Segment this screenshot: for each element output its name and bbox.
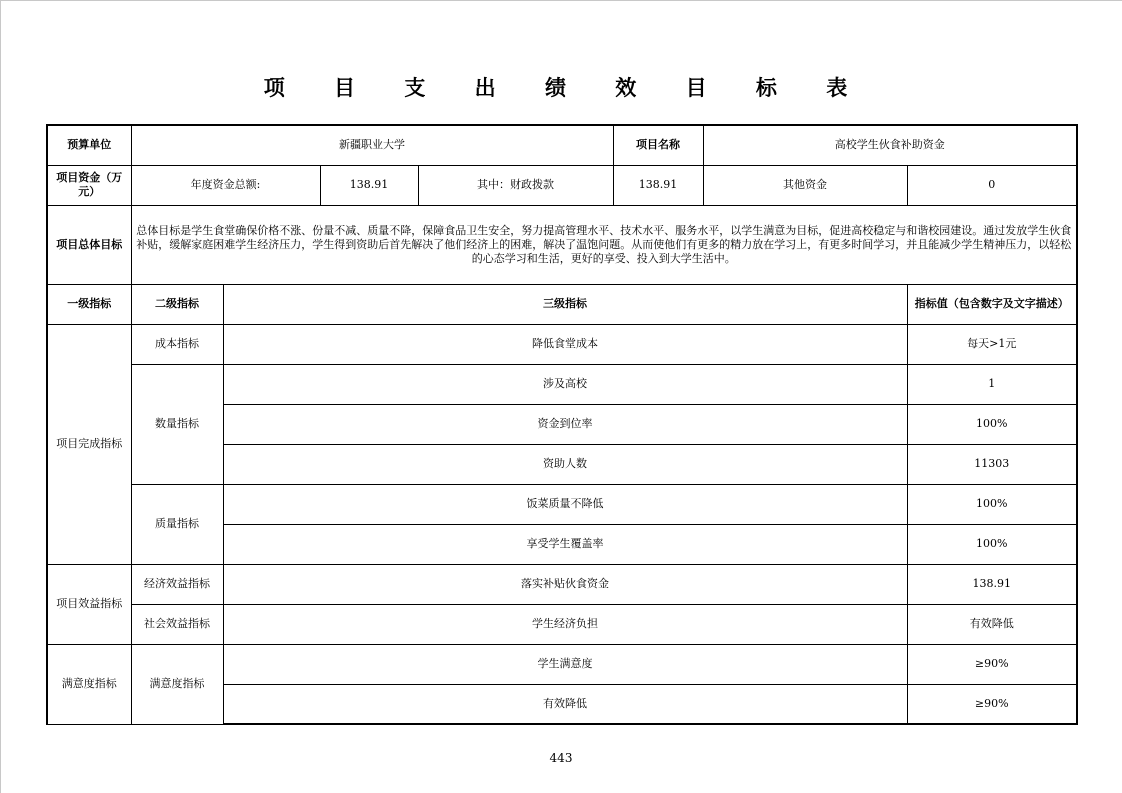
indicator-value-header: 指标值（包含数字及文字描述）	[907, 284, 1077, 324]
quality-item-value: 100%	[907, 524, 1077, 564]
quantity-item-name: 涉及高校	[223, 364, 907, 404]
table-row	[47, 644, 1077, 684]
satisfaction-item-value: ≥90%	[907, 644, 1077, 684]
economic-benefit-item: 落实补贴伙食资金	[223, 564, 907, 604]
quality-item-value: 100%	[907, 484, 1077, 524]
funds-total-value: 138.91	[320, 165, 418, 205]
page-number: 443	[549, 751, 573, 765]
performance-target-table	[46, 124, 1078, 725]
funds-fiscal-label: 其中：财政拨款	[418, 165, 613, 205]
completion-indicator-label: 项目完成指标	[47, 324, 131, 564]
funds-label: 项目资金（万元）	[47, 165, 131, 205]
table-row	[47, 364, 1077, 404]
overall-goal-text: 总体目标是学生食堂确保价格不涨、份量不减、质量不降，保障食品卫生安全，努力提高管理水平、技术水平、服务水平，以学生满意为目标，促进高校稳定与和谐校园建设。通过发放学生伙食补贴，缓解家庭困难学生经济压力，学生得到资助后首先解决了他们经济上的困难，解决了温饱问题。从而使他们有更多的精力放在学习上，有更多时间学习，并且能减少学生精神压力，以轻松的心态学习和生活，更好的享受、投入到大学生活中。	[131, 205, 1077, 284]
overall-goal-row	[47, 205, 1077, 284]
project-name-value: 高校学生伙食补助资金	[703, 125, 1077, 165]
satisfaction-indicator-label: 满意度指标	[47, 644, 131, 724]
quantity-item-value: 11303	[907, 444, 1077, 484]
quantity-indicator-label: 数量指标	[131, 364, 223, 484]
page-title: 项 目 支 出 绩 效 目 标 表	[263, 76, 869, 100]
social-benefit-label: 社会效益指标	[131, 604, 223, 644]
cost-indicator-label: 成本指标	[131, 324, 223, 364]
level3-header: 三级指标	[223, 284, 907, 324]
social-benefit-item: 学生经济负担	[223, 604, 907, 644]
project-name-label: 项目名称	[613, 125, 703, 165]
table-row	[47, 324, 1077, 364]
quality-item-name: 享受学生覆盖率	[223, 524, 907, 564]
overall-goal-label: 项目总体目标	[47, 205, 131, 284]
quantity-item-name: 资金到位率	[223, 404, 907, 444]
funds-row	[47, 165, 1077, 205]
level2-header: 二级指标	[131, 284, 223, 324]
funds-fiscal-value: 138.91	[613, 165, 703, 205]
quantity-item-name: 资助人数	[223, 444, 907, 484]
indicator-header-row	[47, 284, 1077, 324]
funds-total-label: 年度资金总额:	[131, 165, 320, 205]
quality-item-name: 饭菜质量不降低	[223, 484, 907, 524]
page-top-edge	[0, 0, 1122, 1]
quantity-item-value: 100%	[907, 404, 1077, 444]
quantity-item-value: 1	[907, 364, 1077, 404]
benefit-indicator-label: 项目效益指标	[47, 564, 131, 644]
budget-unit-label: 预算单位	[47, 125, 131, 165]
budget-unit-row	[47, 125, 1077, 165]
economic-benefit-value: 138.91	[907, 564, 1077, 604]
satisfaction-sub-label: 满意度指标	[131, 644, 223, 724]
quality-indicator-label: 质量指标	[131, 484, 223, 564]
cost-indicator-value: 每天>1元	[907, 324, 1077, 364]
funds-other-label: 其他资金	[703, 165, 907, 205]
budget-unit-value: 新疆职业大学	[131, 125, 613, 165]
satisfaction-item-name: 有效降低	[223, 684, 907, 724]
page-left-edge	[0, 0, 1, 793]
satisfaction-item-value: ≥90%	[907, 684, 1077, 724]
economic-benefit-label: 经济效益指标	[131, 564, 223, 604]
table-row	[47, 564, 1077, 604]
table-row	[47, 484, 1077, 524]
table-row	[47, 604, 1077, 644]
level1-header: 一级指标	[47, 284, 131, 324]
cost-indicator-item: 降低食堂成本	[223, 324, 907, 364]
satisfaction-item-name: 学生满意度	[223, 644, 907, 684]
social-benefit-value: 有效降低	[907, 604, 1077, 644]
funds-other-value: 0	[907, 165, 1077, 205]
